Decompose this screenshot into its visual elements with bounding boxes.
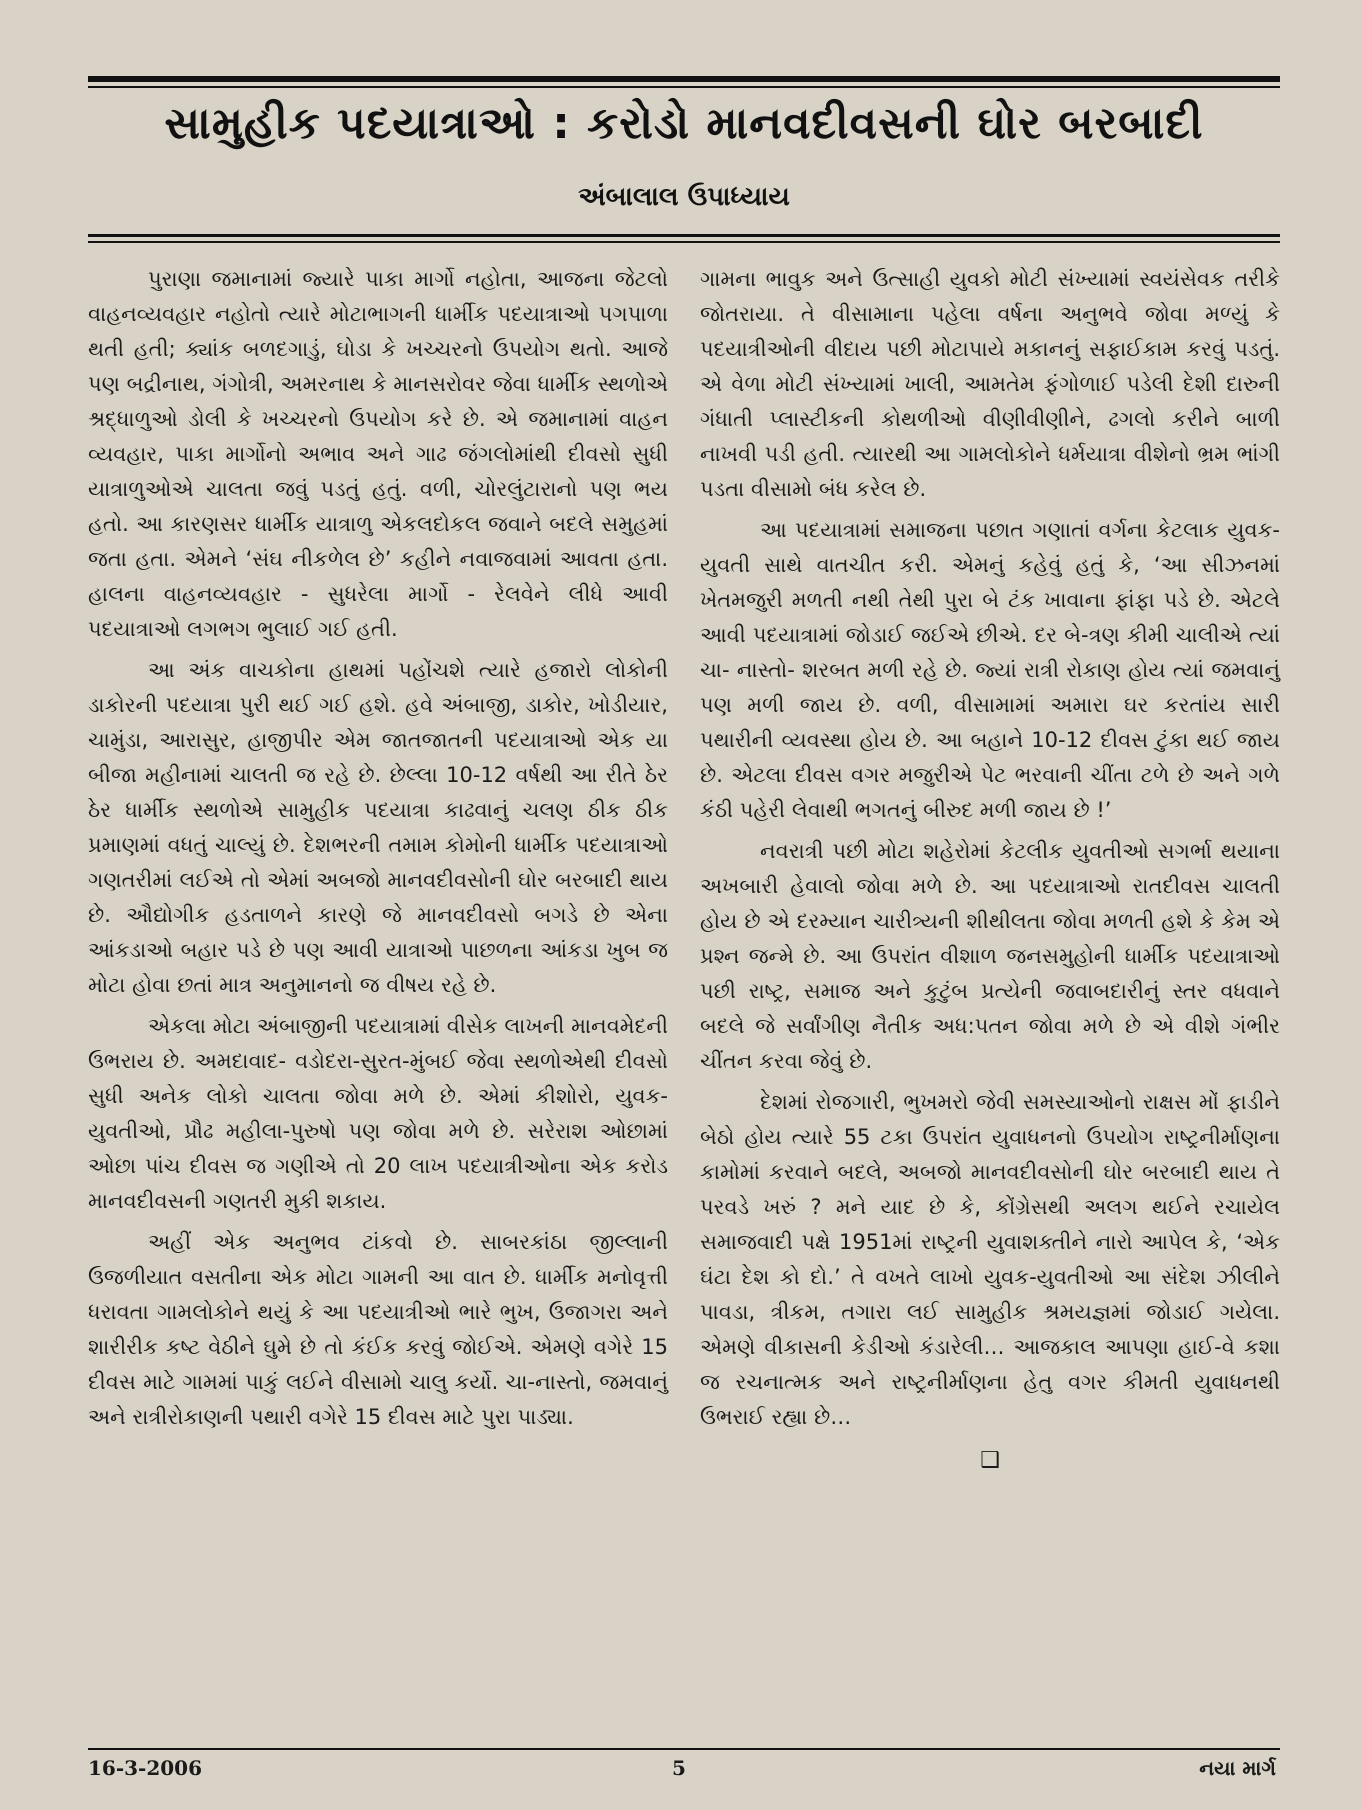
paragraph: એકલા મોટા અંબાજીની પદયાત્રામાં વીસેક લાખની માનવમેદની ઉભરાય છે. અમદાવાદ- વડોદરા-સુરત-મુંબઈ જેવા સ્થળોએથી દીવસો સુધી અનેક લોકો ચાલતા જોવા મળે છે. એમાં કીશોરો, યુવક-યુવતીઓ, પ્રૌઢ મહીલા-પુરુષો પણ જોવા મળે છે. સરેરાશ ઓછામાં ઓછા પાંચ દીવસ જ ગણીએ તો 20 લાખ પદયાત્રીઓના એક કરોડ માનવદીવસની ગણતરી મુકી શકાય. — [88, 1014, 668, 1213]
end-mark-icon: ❑ — [980, 1448, 1000, 1473]
top-rule — [88, 76, 1280, 82]
paragraph: આ પદયાત્રામાં સમાજના પછાત ગણાતાં વર્ગના કેટલાક યુવક-યુવતી સાથે વાતચીત કરી. એમનું કહેવું હતું કે, ‘આ સીઝનમાં ખેતમજુરી મળતી નથી તેથી પુરા બે ટંક ખાવાના ફાંફા પડે છે. એટલે આવી પદયાત્રામાં જોડાઈ જઈએ છીએ. દર બે-ત્રણ કીમી ચાલીએ ત્યાં ચા- નાસ્તો- શરબત મળી રહે છે. જ્યાં રાત્રી રોકાણ હોય ત્યાં જમવાનું પણ મળી જાય છે. વળી, વીસામામાં અમારા ઘર કરતાંય સારી પથારીની વ્યવસ્થા હોય છે. આ બહાને 10-12 દીવસ ટુંકા થઈ જાય છે. એટલા દીવસ વગર મજુરીએ પેટ ભરવાની ચીંતા ટળે છે અને ગળે કંઠી પહેરી લેવાથી ભગતનું બીરુદ મળી જાય છે !’ — [700, 518, 1280, 822]
left-column — [88, 262, 668, 1441]
paragraph: દેશમાં રોજગારી, ભુખમરો જેવી સમસ્યાઓનો રાક્ષસ મોં ફાડીને બેઠો હોય ત્યારે 55 ટકા ઉપરાંત યુવાધનનો ઉપયોગ રાષ્ટ્રનીર્માણના કામોમાં કરવાને બદલે, અબજો માનવદીવસોની ઘોર બરબાદી થાય તે પરવડે ખરું ? મને યાદ છે કે, કોંગ્રેસથી અલગ થઈને રચાયેલ સમાજવાદી પક્ષે 1951માં રાષ્ટ્રની યુવાશક્તીને નારો આપેલ કે, ‘એક ઘંટા દેશ કો દો.’ તે વખતે લાખો યુવક-યુવતીઓ આ સંદેશ ઝીલીને પાવડા, ત્રીકમ, તગારા લઈ સામુહીક શ્રમયજ્ઞમાં જોડાઈ ગયેલા. એમણે વીકાસની કેડીઓ કંડારેલી… આજકાલ આપણા હાઈ-વે કશા જ રચનાત્મક અને રાષ્ટ્રનીર્માણના હેતુ વગર કીમતી યુવાધનથી ઉભરાઈ રહ્યા છે… — [700, 1090, 1280, 1429]
top-rule-thin — [88, 86, 1280, 88]
paragraph: ગામના ભાવુક અને ઉત્સાહી યુવકો મોટી સંખ્યામાં સ્વયંસેવક તરીકે જોતરાયા. તે વીસામાના પહેલા વર્ષના અનુભવે જોવા મળ્યું કે પદયાત્રીઓની વીદાય પછી મોટાપાયે મકાનનું સફાઈકામ કરવું પડતું. એ વેળા મોટી સંખ્યામાં ખાલી, આમતેમ ફંગોળાઈ પડેલી દેશી દારુની ગંધાતી પ્લાસ્ટીકની કોથળીઓ વીણીવીણીને, ઢગલો કરીને બાળી નાખવી પડી હતી. ત્યારથી આ ગામલોકોને ધર્મયાત્રા વીશેનો ભ્રમ ભાંગી પડતા વીસામો બંધ કરેલ છે. — [700, 267, 1280, 501]
article-author: અંબાલાલ ઉપાધ્યાય — [578, 182, 790, 212]
footer-rule — [88, 1748, 1280, 1750]
paragraph: અહીં એક અનુભવ ટાંકવો છે. સાબરકાંઠા જીલ્લાની ઉજળીયાત વસતીના એક મોટા ગામની આ વાત છે. ધાર્મીક મનોવૃત્તી ધરાવતા ગામલોકોને થયું કે આ પદયાત્રીઓ ભારે ભુખ, ઉજાગરા અને શારીરીક કષ્ટ વેઠીને ઘુમે છે તો કંઈક કરવું જોઈએ. એમણે વગેરે 15 દીવસ માટે ગામમાં પાકું લઈને વીસામો ચાલુ કર્યો. ચા-નાસ્તો, જમવાનું અને રાત્રીરોકાણની પથારી વગેરે 15 દીવસ માટે પુરા પાડ્યા. — [88, 1230, 668, 1429]
paragraph: આ અંક વાચકોના હાથમાં પહોંચશે ત્યારે હજારો લોકોની ડાકોરની પદયાત્રા પુરી થઈ ગઈ હશે. હવે અંબાજી, ડાકોર, ખોડીયાર, ચામુંડા, આરાસુર, હાજીપીર એમ જાતજાતની પદયાત્રાઓ એક યા બીજા મહીનામાં ચાલતી જ રહે છે. છેલ્લા 10-12 વર્ષથી આ રીતે ઠેર ઠેર ધાર્મીક સ્થળોએ સામુહીક પદયાત્રા કાઢવાનું ચલણ ઠીક ઠીક પ્રમાણમાં વધતું ચાલ્યું છે. દેશભરની તમામ કોમોની ધાર્મીક પદયાત્રાઓ ગણતરીમાં લઈએ તો એમાં અબજો માનવદીવસોની ઘોર બરબાદી થાય છે. ઔદ્યોગીક હડતાળને કારણે જે માનવદીવસો બગડે છે એના આંકડાઓ બહાર પડે છે પણ આવી યાત્રાઓ પાછળના આંકડા ખુબ જ મોટા હોવા છતાં માત્ર અનુમાનનો જ વીષય રહે છે. — [88, 658, 668, 997]
footer-date: 16-3-2006 — [88, 1756, 203, 1780]
article-title: સામુહીક પદયાત્રાઓ : કરોડો માનવદીવસની ઘોર બરબાદી — [164, 98, 1204, 149]
header-rule-thin — [88, 241, 1280, 243]
page-number: 5 — [672, 1756, 686, 1780]
paragraph: નવરાત્રી પછી મોટા શહેરોમાં કેટલીક યુવતીઓ સગર્ભા થયાના અખબારી હેવાલો જોવા મળે છે. આ પદયાત્રાઓ રાતદીવસ ચાલતી હોય છે એ દરમ્યાન ચારીત્ર્યની શીથીલતા જોવા મળતી હશે કે કેમ એ પ્રશ્ન જન્મે છે. આ ઉપરાંત વીશાળ જનસમુહોની ધાર્મીક પદયાત્રાઓ પછી રાષ્ટ્ર, સમાજ અને કુટુંબ પ્રત્યેની જવાબદારીનું સ્તર વધવાને બદલે જે સર્વાંગીણ નૈતીક અધ:પતન જોવા મળે છે એ વીશે ગંભીર ચીંતન કરવા જેવું છે. — [700, 839, 1280, 1073]
paragraph: પુરાણા જમાનામાં જ્યારે પાકા માર્ગો નહોતા, આજના જેટલો વાહનવ્યવહાર નહોતો ત્યારે મોટાભાગની ધાર્મીક પદયાત્રાઓ પગપાળા થતી હતી; ક્યાંક બળદગાડું, ઘોડા કે ખચ્ચરનો ઉપયોગ થતો. આજે પણ બદ્રીનાથ, ગંગોત્રી, અમરનાથ કે માનસરોવર જેવા ધાર્મીક સ્થળોએ શ્રદ્ધાળુઓ ડોલી કે ખચ્ચરનો ઉપયોગ કરે છે. એ જમાનામાં વાહન વ્યવહાર, પાકા માર્ગોનો અભાવ અને ગાઢ જંગલોમાંથી દીવસો સુધી યાત્રાળુઓએ ચાલતા જવું પડતું હતું. વળી, ચોરલુંટારાનો પણ ભય હતો. આ કારણસર ધાર્મીક યાત્રાળુ એકલદોકલ જવાને બદલે સમુહમાં જતા હતા. એમને ‘સંઘ નીકળેલ છે’ કહીને નવાજવામાં આવતા હતા. હાલના વાહનવ્યવહાર - સુધરેલા માર્ગો - રેલવેને લીધે આવી પદયાત્રાઓ લગભગ ભુલાઈ ગઈ હતી. — [88, 267, 668, 641]
header-rule — [88, 234, 1280, 237]
publication-name: નયા માર્ગ — [1199, 1756, 1276, 1780]
right-column — [700, 262, 1280, 1478]
